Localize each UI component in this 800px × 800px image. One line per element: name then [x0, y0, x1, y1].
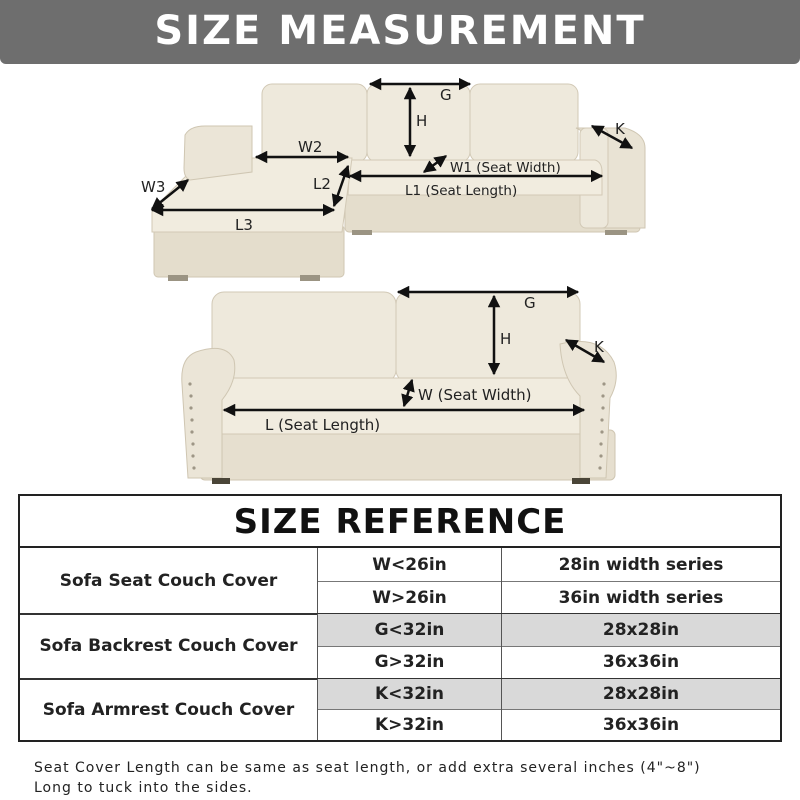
sofa-measurement-diagram: [0, 64, 800, 490]
result-cell: 28x28in: [502, 614, 780, 646]
sectional-sofa-illustration: [152, 84, 645, 281]
seat-length-note: [34, 758, 701, 798]
note-line-2: Long to tuck into the sides.: [34, 780, 253, 796]
header-banner: [0, 0, 800, 64]
label-l-seat-length: L (Seat Length): [265, 416, 381, 434]
label-h-top: H: [416, 112, 428, 130]
condition-cell: W<26in: [318, 548, 502, 581]
condition-cell: W>26in: [318, 581, 502, 614]
label-w2: W2: [298, 138, 323, 156]
condition-cell: K<32in: [318, 679, 502, 709]
condition-cell: K>32in: [318, 709, 502, 740]
label-l3: L3: [235, 216, 253, 234]
label-h-bottom: H: [500, 330, 512, 348]
result-cell: 36in width series: [558, 587, 724, 608]
result-cell: 36x36in: [602, 652, 680, 672]
result-cell: 36x36in: [602, 714, 680, 735]
category-armrest-cover: Sofa Armrest Couch Cover: [20, 679, 318, 740]
label-w-seat-width: W (Seat Width): [418, 386, 532, 404]
size-reference-title: SIZE REFERENCE: [20, 496, 780, 548]
label-g-top: G: [440, 86, 452, 104]
label-l1: L1 (Seat Length): [405, 183, 518, 199]
condition-cell: G>32in: [318, 646, 502, 678]
note-line-1: Seat Cover Length can be same as seat length, or add extra several inches (4"~8"): [34, 760, 701, 776]
size-reference-table: [18, 494, 782, 742]
result-cell: 28x28in: [502, 679, 780, 709]
result-cell: 28in width series: [558, 554, 724, 575]
label-w3: W3: [141, 178, 166, 196]
banner-title: SIZE MEASUREMENT: [154, 8, 646, 54]
condition-cell: G<32in: [318, 614, 502, 646]
category-seat-cover: Sofa Seat Couch Cover: [20, 548, 318, 614]
classic-sofa-illustration: [182, 292, 616, 484]
category-backrest-cover: Sofa Backrest Couch Cover: [20, 614, 318, 678]
label-k-bottom: K: [594, 338, 604, 356]
label-k-top: K: [615, 120, 625, 138]
label-g-bottom: G: [524, 294, 536, 312]
label-w1: W1 (Seat Width): [450, 160, 561, 176]
label-l2: L2: [313, 175, 331, 193]
